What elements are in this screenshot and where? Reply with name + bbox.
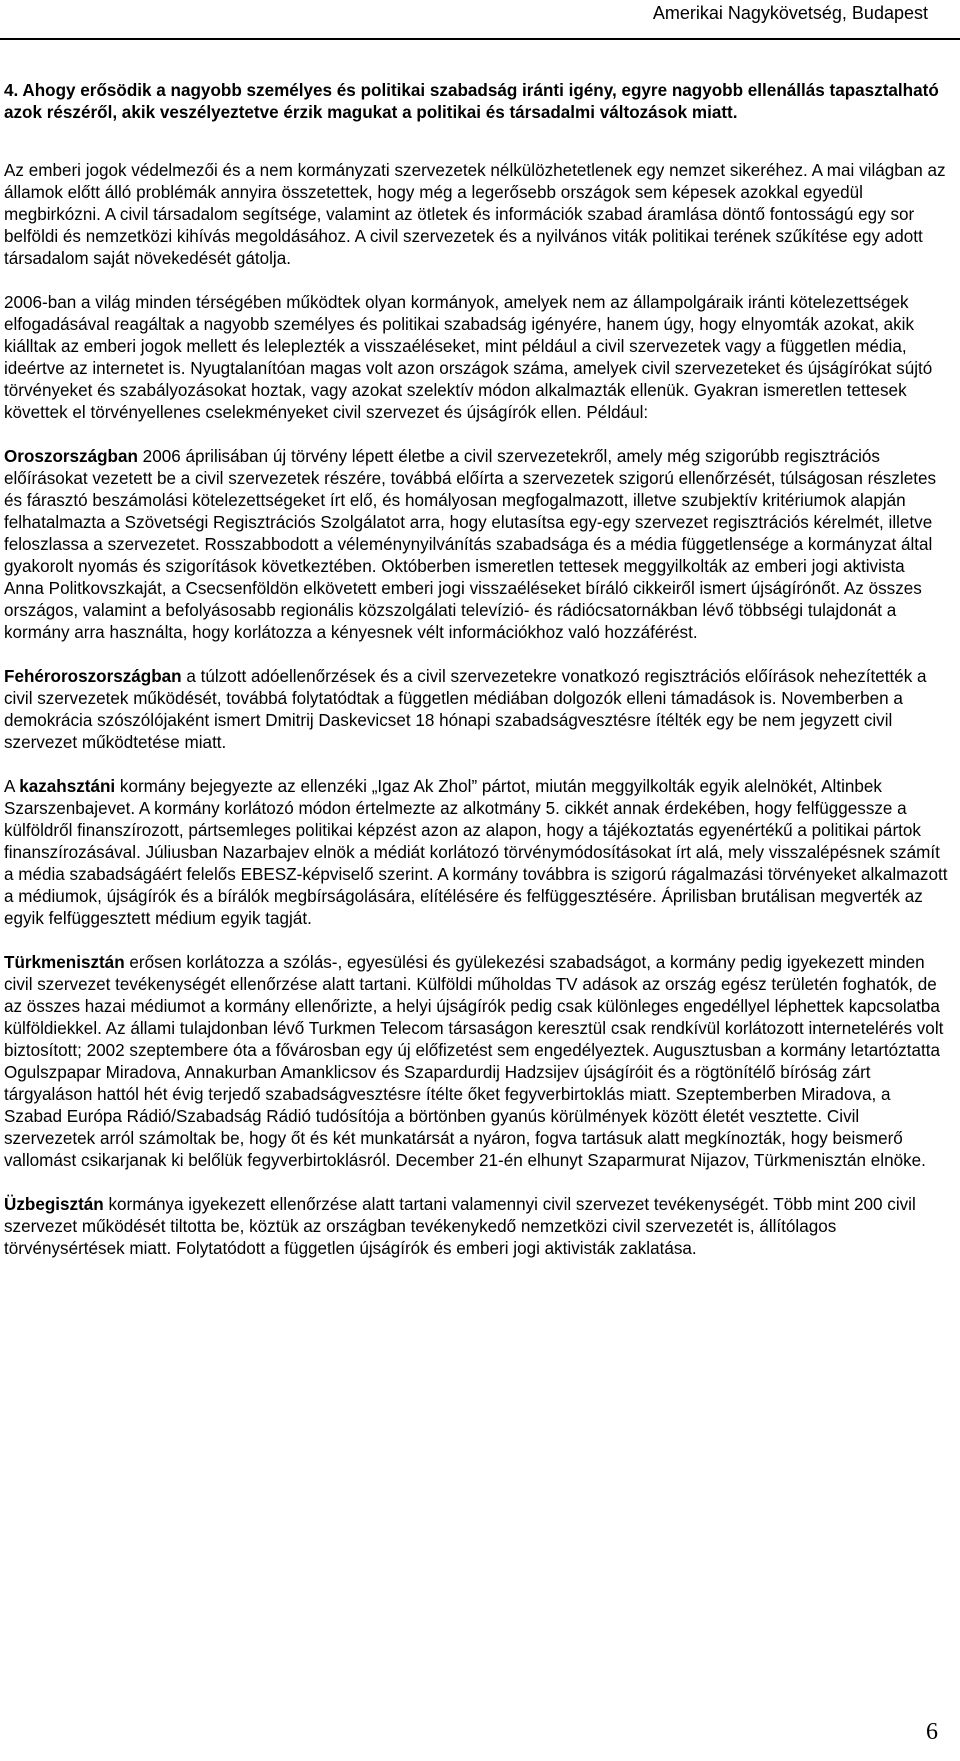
paragraph-russia-text: 2006 áprilisában új törvény lépett életbe a civil szervezetekről, amely még szigorúbb regisztrációs előírásokat vezetett be a civil szervezetek részére, továbbá előírta a szervezetek szigorú ellenőrzését, túlságosan részletes és fárasztó beszámolási kötelezettségeket írt elő, és homályosan megfogalmazott, illetve szubjektív kritériumok alapján felhatalmazta a Szövetségi Regisztrációs Szolgálatot arra, hogy elutasítsa egy-egy szervezet regisztrációs kérelmét, illetve feloszlassa a szervezetet. Rosszabbodott a véleménynyilvánítás szabadsága és a média függetlensége a kormányzat által gyakorolt nyomás és szigorítások következtében. Októberben ismeretlen tettesek meggyilkolták az emberi jogi aktivista Anna Politkovszkaját, a Csecsenföldön elkövetett emberi jogi visszaéléseket bíráló cikkeiről ismert újságírónőt. Az összes országos, valamint a befolyásosabb regionális közszolgálati televízió- és rádiócsatornákban lévő többségi tulajdonát a kormány arra használta, hogy korlátozza a kényesnek vélt információkhoz való hozzáférést.	[4, 447, 937, 642]
paragraph-kazakhstan-prefix: A	[4, 777, 20, 796]
paragraph-uzbekistan	[4, 1194, 948, 1260]
page-header	[0, 1, 960, 25]
paragraph-uzbekistan-text: kormánya igyekezett ellenőrzése alatt tartani valamennyi civil szervezet tevékenységét. Több mint 200 civil szervezet működését tiltotta be, köztük az országban tevékenykedő nemzetközi civil szervezetét is, állítólagos törvénysértések miatt. Folytatódott a független újságírók és emberi jogi aktivisták zaklatása.	[4, 1195, 916, 1258]
country-kazakhstan: kazahsztáni	[19, 777, 116, 796]
paragraph-turkmenistan	[4, 952, 948, 1172]
document-body	[4, 80, 948, 1282]
country-turkmenistan: Türkmenisztán	[4, 953, 125, 972]
paragraph-2006-overview: 2006-ban a világ minden térségében működtek olyan kormányok, amelyek nem az állampolgáraik iránti kötelezettségek elfogadásával reagáltak a nagyobb személyes és politikai szabadság igényére, hanem úgy, hogy elnyomták azokat, akik kiálltak az emberi jogok mellett és leleplezték a visszaéléseket, mint például a civil szervezetek vagy a független média, ideértve az internetet is. Nyugtalanítóan magas volt azon országok száma, amelyek civil szervezeteket és újságírókat sújtó törvényeket és szabályozásokat hoztak, vagy azokat szelektív módon alkalmazták ellenük. Gyakran ismeretlen tettesek követtek el törvényellenes cselekményeket civil szervezet és újságírók ellen. Például:	[4, 293, 933, 422]
paragraph-belarus	[4, 666, 948, 754]
paragraph-russia	[4, 446, 948, 644]
section-heading: 4. Ahogy erősödik a nagyobb személyes és politikai szabadság iránti igény, egyre nagyobb ellenállás tapasztalható azok részéről, akik veszélyeztetve érzik magukat a politikai és társadalmi változások miatt.	[4, 81, 939, 122]
paragraph-kazakhstan-text: kormány bejegyezte az ellenzéki „Igaz Ak Zhol” pártot, miután meggyilkolták egyik alelnökét, Altinbek Szarszenbajevet. A kormány korlátozó módon értelmezte az alkotmány 5. cikkét annak érdekében, hogy felfüggessze a külföldről finanszírozott, pártsemleges politikai képzést azon az alapon, hogy a tájékoztatás egyenértékű a politikai pártok finanszírozásával. Júliusban Nazarbajev elnök a médiát korlátozó törvénymódosításokat írt alá, mely visszalépésnek számít a média szabadságáért felelős EBESZ-képviselő szerint. A kormány továbbra is szigorú rágalmazási törvényeket alkalmazott a médiumok, újságírók és a bírálók megbírságolására, elítélésére és felfüggesztésére. Áprilisban brutálisan megverték az egyik felfüggesztett médium egyik tagját.	[4, 777, 948, 928]
paragraph-turkmenistan-text: erősen korlátozza a szólás-, egyesülési és gyülekezési szabadságot, a kormány pedig igyekezett minden civil szervezet tevékenységét ellenőrzése alatt tartani. Külföldi műholdas TV adások az ország egész területén foghatók, de az összes hazai médiumot a kormány ellenőrizte, a helyi újságírók pedig csak különleges engedéllyel léphettek kapcsolatba külföldiekkel. Az állami tulajdonban lévő Turkmen Telecom társaságon keresztül csak rendkívül korlátozott internetelérés volt biztosított; 2002 szeptembere óta a fővárosban egy új előfizetést sem engedélyeztek. Augusztusban a kormány letartóztatta Ogulszpapar Miradova, Annakurban Amanklicsov és Szapardurdij Hadzsijev újságíróit és a rögtönítélő bíróság zárt tárgyaláson hattól hét évig terjedő szabadságvesztésre ítélte őket fegyverbirtoklás miatt. Szeptemberben Miradova, a Szabad Európa Rádió/Szabadság Rádió tudósítója a börtönben gyanús körülmények között életét vesztette. Civil szervezetek arról számoltak be, hogy őt és két munkatársát a nyáron, fogva tartásuk alatt megkínozták, hogy beismerő vallomást csikarjanak ki belőlük fegyverbirtoklásról. December 21-én elhunyt Szaparmurat Nijazov, Türkmenisztán elnöke.	[4, 953, 944, 1170]
page-number: 6	[926, 1719, 938, 1745]
paragraph-belarus-text: a túlzott adóellenőrzések és a civil szervezetekre vonatkozó regisztrációs előírások nehezítették a civil szervezetek működését, továbbá folytatódtak a független médiában dolgozók elleni támadások is. Novemberben a demokrácia szószólójaként ismert Dmitrij Daskevicset 18 hónapi szabadságvesztésre ítélték egy be nem jegyzett civil szervezet működtetése miatt.	[4, 667, 927, 752]
country-belarus: Fehéroroszországban	[4, 667, 182, 686]
country-uzbekistan: Üzbegisztán	[4, 1195, 104, 1214]
header-rule	[0, 38, 960, 40]
paragraph-kazakhstan	[4, 776, 948, 930]
header-title: Amerikai Nagykövetség, Budapest	[652, 3, 928, 23]
paragraph-ngos: Az emberi jogok védelmezői és a nem kormányzati szervezetek nélkülözhetetlenek egy nemzet sikeréhez. A mai világban az államok előtt álló problémák annyira összetettek, hogy még a legerősebb országok sem képesek azokkal egyedül megbirkózni. A civil társadalom segítsége, valamint az ötletek és információk szabad áramlása döntő fontosságú egy sor belföldi és nemzetközi kihívás megoldásához. A civil szervezetek és a nyilvános viták politikai terének szűkítése egy adott társadalom saját növekedését gátolja.	[4, 161, 946, 268]
country-russia: Oroszországban	[4, 447, 138, 466]
